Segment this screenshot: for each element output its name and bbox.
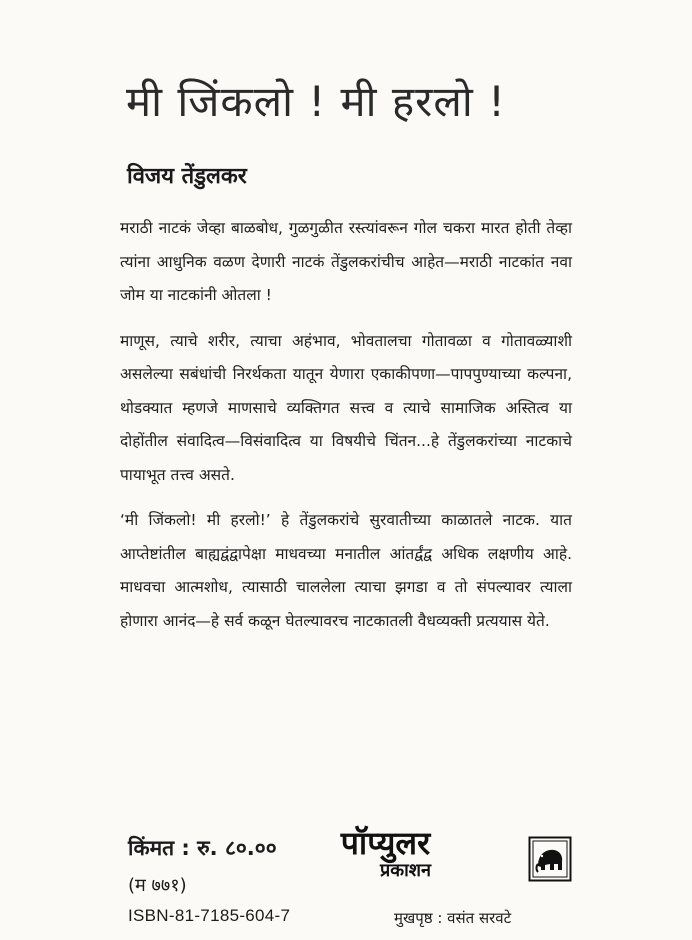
author-name: विजय तेंडुलकर bbox=[127, 164, 247, 189]
publisher-logo-text bbox=[340, 826, 431, 882]
elephant-icon bbox=[528, 836, 572, 882]
blurb bbox=[120, 212, 572, 650]
book-title: मी जिंकलो ! मी हरलो ! bbox=[126, 77, 506, 126]
blurb-paragraph: ‘मी जिंकलो! मी हरलो!’ हे तेंडुलकरांचे सुरवातीच्या काळातले नाटक. यात आप्तेष्टांतील बाह्यद्वंद्वापेक्षा माधवच्या मनातील आंतर्द्वंद्व अधिक लक्षणीय आहे. माधवचा आत्मशोध, त्यासाठी चाललेला त्याचा झगडा व तो संपल्यावर त्याला होणारा आनंद—हे सर्व कळून घेतल्यावरच नाटकातली वैधव्यक्ती प्रत्ययास येते. bbox=[120, 511, 572, 630]
publisher-name: पॉप्युलर bbox=[340, 824, 431, 862]
publisher-subtitle: प्रकाशन bbox=[380, 860, 431, 881]
blurb-paragraph: मराठी नाटकं जेव्हा बाळबोध, गुळगुळीत रस्त्यांवरून गोल चकरा मारत होती तेव्हा त्यांना आधुनिक वळण देणारी नाटकं तेंडुलकरांचीच आहेत—मराठी नाटकांत नवा जोम या नाटकांनी ओतला ! bbox=[120, 219, 572, 304]
isbn: ISBN-81-7185-604-7 bbox=[128, 906, 291, 925]
blurb-paragraph: माणूस, त्याचे शरीर, त्याचा अहंभाव, भोवतालचा गोतावळा व गोतावळ्याशी असलेल्या सबंधांची निरर्थकता यातून येणारा एकाकीपणा—पापपुण्याच्या कल्पना, थोडक्यात म्हणजे माणसाचे व्यक्तिगत सत्त्व व त्याचे सामाजिक अस्तित्व या दोहोंतील संवादित्व—विसंवादित्व या विषयीचे चिंतन...हे तेंडुलकरांच्या नाटकाचे पायाभूत तत्त्व असते. bbox=[120, 331, 572, 484]
price: किंमत : रु. ८०.०० bbox=[128, 836, 277, 860]
cover-credit: मुखपृष्ठ : वसंत सरवटे bbox=[394, 909, 512, 927]
catalog-code: (म ७७१) bbox=[128, 875, 187, 896]
